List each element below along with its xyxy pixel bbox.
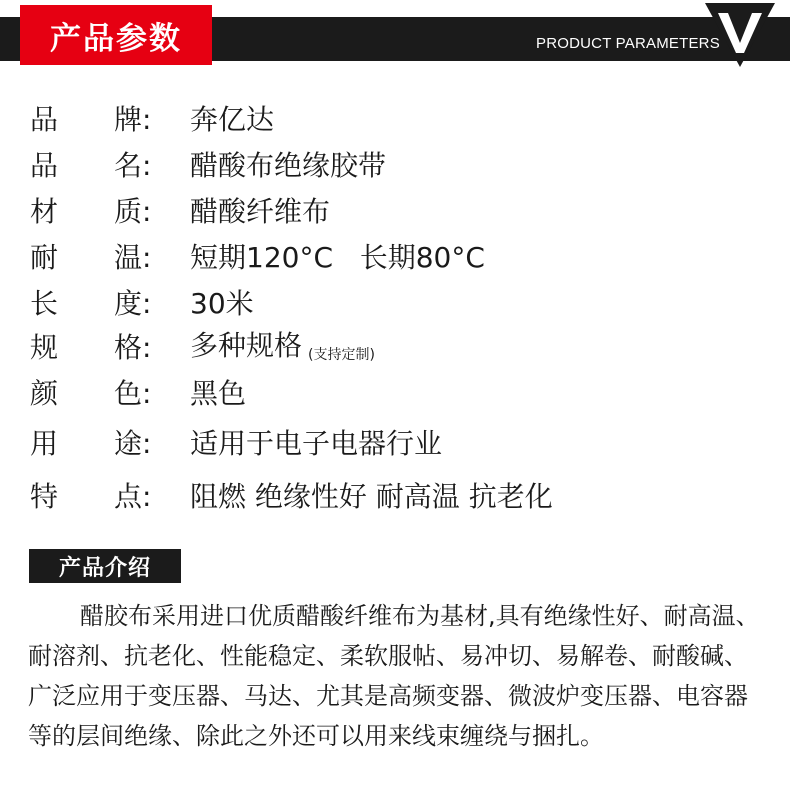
param-key-char: 颜 (30, 377, 59, 410)
intro-paragraph (28, 596, 768, 756)
param-value-text: 奔亿达 (190, 103, 275, 136)
param-value (190, 284, 254, 324)
param-value (190, 100, 274, 140)
param-value (190, 192, 330, 232)
param-value-text: 适用于电子电器行业 (190, 427, 443, 460)
param-note: (支持定制) (308, 346, 375, 363)
v-logo-icon (700, 3, 780, 69)
param-key-char: 长 (30, 287, 59, 320)
param-value-text: 多种规格 (190, 328, 303, 362)
section-title: 产品参数 (20, 5, 212, 65)
param-value-text: 30米 (190, 287, 254, 320)
intro-text: 醋胶布采用进口优质醋酸纤维布为基材,具有绝缘性好、耐高温、耐溶剂、抗老化、性能稳定、柔软服帖、易冲切、易解卷、耐酸碱、广泛应用于变压器、马达、尤其是高频变器、微波炉变压器、电容器等的层间绝缘、除此之外还可以用来线束缠绕与捆扎。 (28, 602, 760, 750)
param-value (190, 477, 553, 517)
param-value (190, 326, 375, 371)
param-key-char: 温: (114, 241, 152, 274)
param-key-char: 用 (30, 427, 59, 460)
param-key-char: 品 (30, 149, 59, 182)
param-value-text: 醋酸布绝缘胶带 (190, 149, 387, 182)
param-value (190, 374, 246, 414)
param-key-char: 牌: (114, 103, 152, 136)
param-key-char: 度: (114, 287, 152, 320)
param-value-text: 黑色 (190, 377, 247, 410)
param-value-text: 阻燃 绝缘性好 耐高温 抗老化 (190, 480, 553, 513)
param-key-char: 特 (30, 480, 59, 513)
param-key-char: 材 (30, 195, 59, 228)
param-key-char: 点: (114, 480, 152, 513)
param-key-char: 品 (30, 103, 59, 136)
param-key-char: 耐 (30, 241, 59, 274)
param-value-text: 醋酸纤维布 (190, 195, 331, 228)
param-value (190, 238, 485, 278)
param-key-char: 色: (114, 377, 152, 410)
param-key-char: 规 (30, 331, 59, 364)
intro-label: 产品介绍 (29, 549, 181, 583)
section-subtitle: PRODUCT PARAMETERS (536, 35, 720, 52)
param-value-text: 短期120°C 长期80°C (190, 241, 485, 274)
param-key-char: 质: (114, 195, 152, 228)
param-value (190, 424, 442, 464)
param-value (190, 146, 386, 186)
param-key-char: 途: (114, 427, 152, 460)
param-key-char: 格: (114, 331, 152, 364)
param-key-char: 名: (114, 149, 152, 182)
